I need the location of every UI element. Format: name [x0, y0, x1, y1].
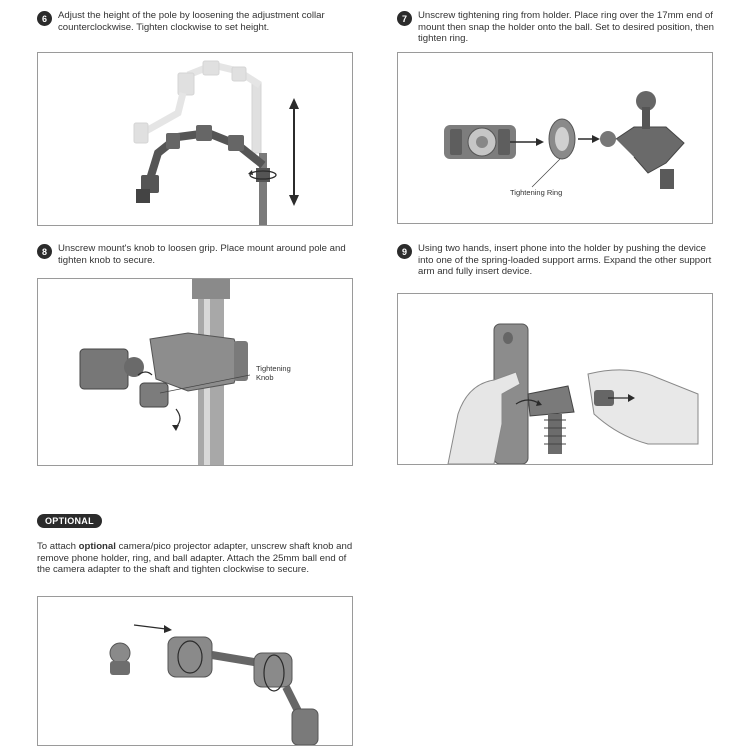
phone-insert-diagram — [398, 294, 712, 464]
step-8 — [37, 243, 355, 266]
optional-illustration — [37, 596, 353, 746]
step-7-illustration — [397, 52, 713, 224]
step-8-illustration — [37, 278, 353, 466]
optional-text-post: camera/pico projector adapter, unscrew shaft knob and remove phone holder, ring, and ball adapter. Attach the 25mm ball end of the camera adapter to the shaft and tighten clockwise to secure. — [37, 541, 353, 575]
step-7 — [397, 10, 715, 45]
optional-text — [37, 541, 355, 576]
step-9-text: Using two hands, insert phone into the holder by pushing the device into one of the spring-loaded support arms. Expand the other support arm and fully insert device. — [418, 243, 712, 277]
tightening-knob-label-2: Knob — [256, 373, 274, 382]
clamp-on-pole-diagram — [38, 279, 352, 465]
ring-holder-diagram — [398, 53, 712, 223]
pole-height-diagram — [38, 53, 352, 225]
optional-text-pre: To attach — [37, 541, 79, 552]
step-9-number: 9 — [397, 244, 412, 259]
step-8-text: Unscrew mount's knob to loosen grip. Place mount around pole and tighten knob to secure. — [58, 243, 346, 266]
tightening-knob-label-1: Tightening — [256, 364, 291, 373]
step-9 — [397, 243, 715, 278]
optional-text-bold: optional — [78, 541, 116, 552]
step-7-number: 7 — [397, 11, 412, 26]
step-6-text: Adjust the height of the pole by loosening the adjustment collar counterclockwise. Tighten clockwise to set height. — [58, 10, 325, 33]
camera-adapter-diagram — [38, 597, 352, 745]
optional-badge: OPTIONAL — [37, 514, 102, 528]
step-6 — [37, 10, 355, 33]
step-6-illustration — [37, 52, 353, 226]
step-6-number: 6 — [37, 11, 52, 26]
step-7-text: Unscrew tightening ring from holder. Place ring over the 17mm end of mount then snap the holder onto the ball. Set to desired position, then tighten ring. — [418, 10, 715, 44]
step-8-number: 8 — [37, 244, 52, 259]
step-9-illustration — [397, 293, 713, 465]
tightening-ring-label: Tightening Ring — [510, 188, 563, 197]
